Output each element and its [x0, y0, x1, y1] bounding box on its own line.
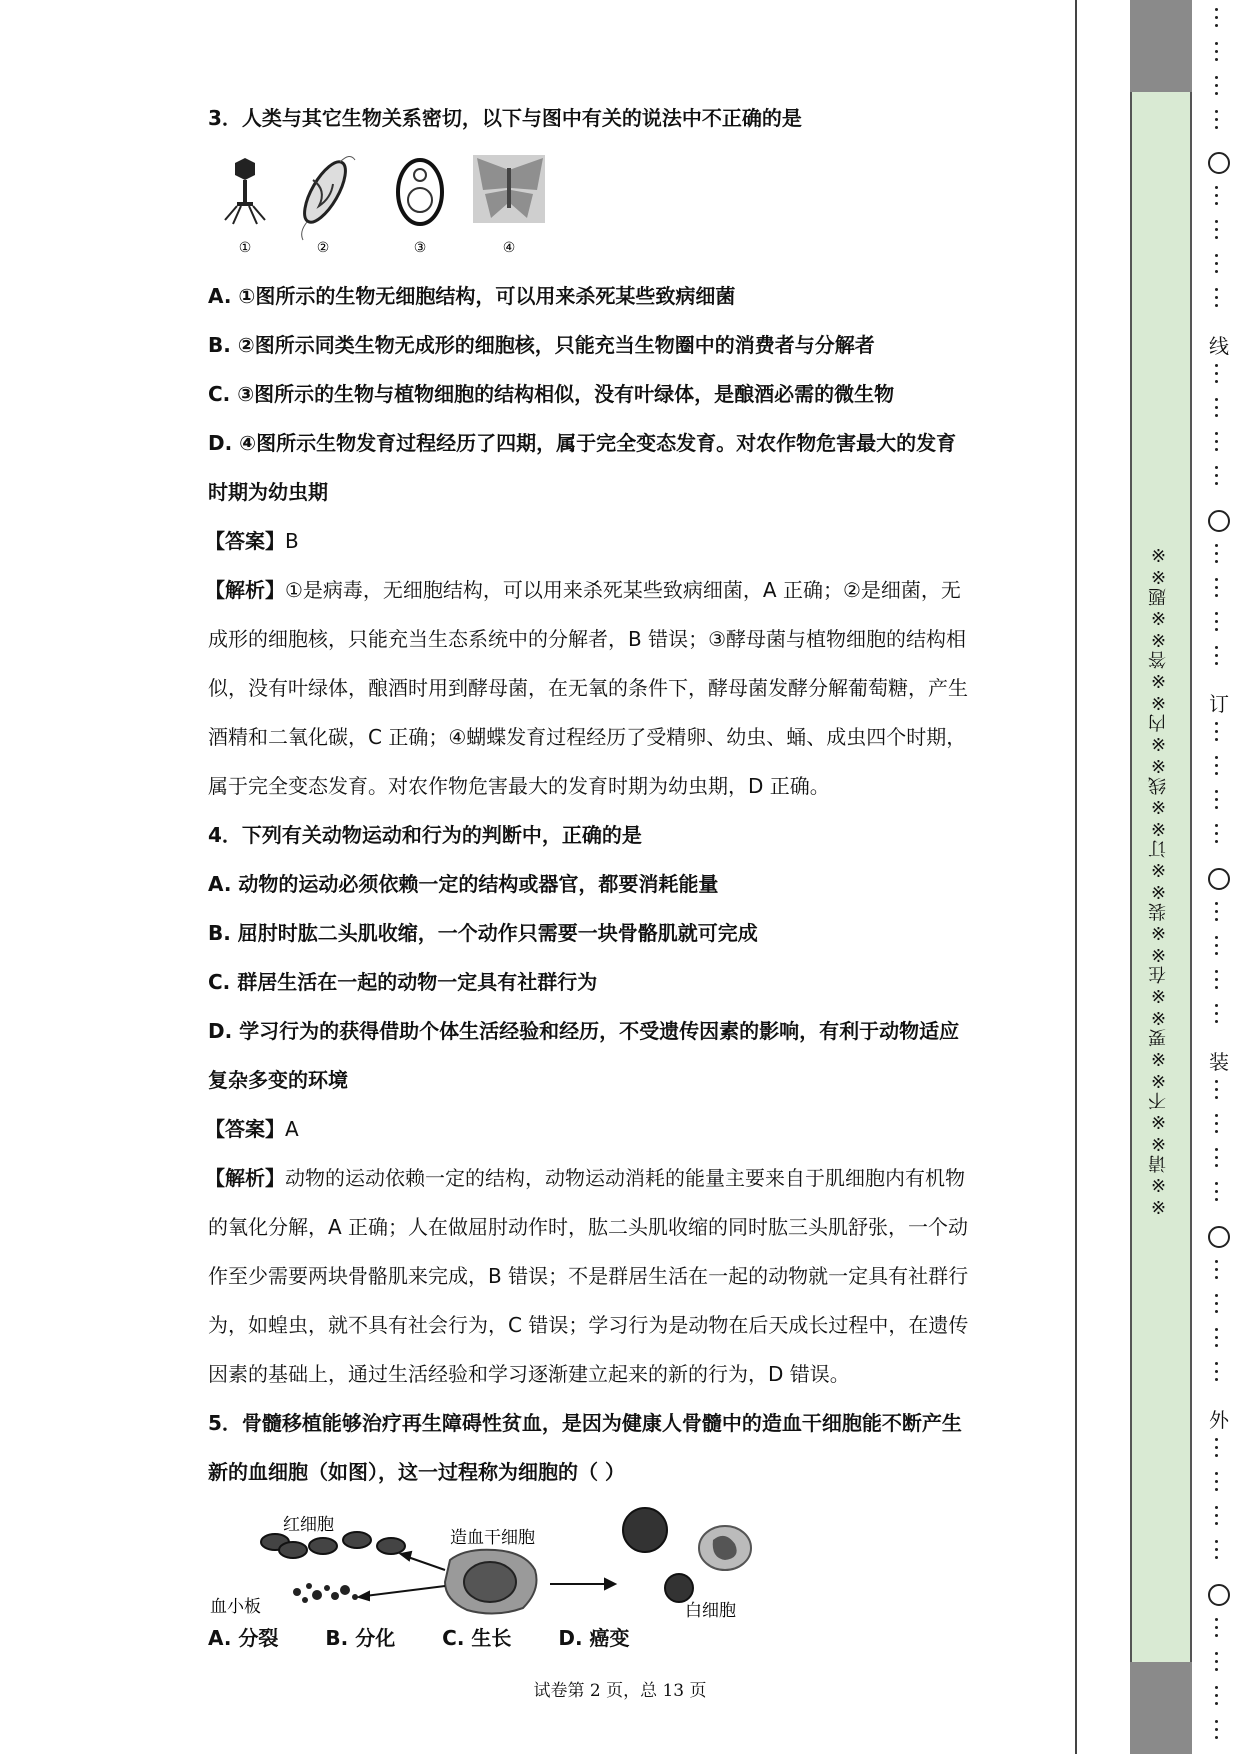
stem-cell-icon: [445, 1550, 537, 1614]
binding-dots: [1215, 466, 1219, 490]
white-blood-cells-icon: [623, 1508, 751, 1602]
q4-option-d-cont: 复杂多变的环境: [208, 1068, 348, 1092]
q5-title: 5．骨髓移植能够治疗再生障碍性贫血，是因为健康人骨髓中的造血干细胞能不断产生: [208, 1411, 962, 1435]
platelets-icon: [293, 1583, 358, 1603]
binding-dots: [1215, 902, 1219, 926]
q3-option-d-cont: 时期为幼虫期: [208, 480, 328, 504]
binding-dots: [1215, 824, 1219, 848]
binding-dots: [1215, 1686, 1219, 1710]
q5-figure: [205, 1500, 765, 1620]
binding-dots: [1215, 1472, 1219, 1496]
binding-dots: [1215, 578, 1219, 602]
q5-option-b: B. 分化: [325, 1626, 396, 1650]
yeast-cell-icon: [398, 160, 442, 224]
bacterium-icon: [297, 156, 355, 240]
binding-dots: [1215, 220, 1219, 244]
binding-dots: [1215, 1720, 1219, 1744]
q3-figure: [215, 150, 555, 260]
binding-dots: [1215, 1438, 1219, 1462]
binding-dots: [1215, 364, 1219, 388]
binding-dots: [1215, 1294, 1219, 1318]
q4-option-b: B. 屈肘时肱二头肌收缩，一个动作只需要一块骨骼肌就可完成: [208, 921, 758, 945]
binding-dots: [1215, 970, 1219, 994]
binding-dots: [1215, 1540, 1219, 1564]
binding-dots: [1215, 398, 1219, 422]
binding-dots: [1215, 1148, 1219, 1172]
binding-strip-top: [1130, 0, 1192, 92]
binding-dots: [1215, 722, 1219, 746]
binding-char-xian: 线: [1209, 334, 1229, 358]
binding-char-zhuang: 装: [1209, 1050, 1229, 1074]
binding-dots: [1215, 42, 1219, 66]
binding-dots: [1215, 544, 1219, 568]
binding-dots: [1215, 1260, 1219, 1284]
binding-notice: ※※请※※不※※要※※在※※装※※订※※线※※内※※答※※题※※: [1148, 543, 1169, 1217]
q3-analysis-line: 成形的细胞核，只能充当生态系统中的分解者，B 错误；③酵母菌与植物细胞的结构相: [208, 627, 967, 651]
q4-analysis-line: 作至少需要两块骨骼肌来完成，B 错误；不是群居生活在一起的动物就一定具有社群行: [208, 1264, 969, 1288]
q4-option-a: A. 动物的运动必须依赖一定的结构或器官，都要消耗能量: [208, 872, 719, 896]
binding-dots: [1215, 8, 1219, 32]
binding-char-ding: 订: [1209, 692, 1229, 716]
q5-options: [208, 1622, 670, 1651]
binding-circle: [1208, 152, 1230, 174]
butterfly-icon: [473, 155, 545, 223]
binding-char-wai: 外: [1209, 1408, 1229, 1432]
q4-analysis-line: 因素的基础上，通过生活经验和学习逐渐建立起来的新的行为，D 错误。: [208, 1362, 850, 1386]
q3-analysis-line: 似，没有叶绿体，酿酒时用到酵母菌，在无氧的条件下，酵母菌发酵分解葡萄糖，产生: [208, 676, 968, 700]
q3-option-a: A. ①图所示的生物无细胞结构，可以用来杀死某些致病细菌: [208, 284, 736, 308]
q4-option-d: D. 学习行为的获得借助个体生活经验和经历，不受遗传因素的影响，有利于动物适应: [208, 1019, 960, 1043]
binding-dots: [1215, 1080, 1219, 1104]
q4-answer: 【答案】A: [205, 1117, 299, 1141]
fig-label-4: ④: [502, 240, 516, 256]
binding-dots: [1215, 1652, 1219, 1676]
fig-label-1: ①: [238, 240, 252, 256]
binding-dots: [1215, 1328, 1219, 1352]
q3-option-c: C. ③图所示的生物与植物细胞的结构相似，没有叶绿体，是酿酒必需的微生物: [208, 382, 895, 406]
page-footer: 试卷第 2 页，总 13 页: [533, 1681, 707, 1701]
binding-dots: [1215, 1004, 1219, 1028]
q3-option-d: D. ④图所示生物发育过程经历了四期，属于完全变态发育。对农作物危害最大的发育: [208, 431, 957, 455]
q3-analysis-line: 酒精和二氧化碳，C 正确；④蝴蝶发育过程经历了受精卵、幼虫、蛹、成虫四个时期，: [208, 725, 967, 749]
q4-title: 4．下列有关动物运动和行为的判断中，正确的是: [208, 823, 642, 847]
label-white-blood-cell: 白细胞: [685, 1601, 736, 1620]
binding-circle: [1208, 1584, 1230, 1606]
binding-dots: [1215, 1182, 1219, 1206]
label-red-blood-cell: 红细胞: [283, 1515, 334, 1535]
q5-title-cont: 新的血细胞（如图），这一过程称为细胞的（ ）: [208, 1460, 625, 1484]
binding-circle: [1208, 1226, 1230, 1248]
q4-analysis-line: 为，如蝗虫，就不具有社会行为，C 错误；学习行为是动物在后天成长过程中，在遗传: [208, 1313, 969, 1337]
binding-dots: [1215, 432, 1219, 456]
binding-dots: [1215, 76, 1219, 100]
binding-dots: [1215, 936, 1219, 960]
q3-analysis-line: 【解析】①是病毒，无细胞结构，可以用来杀死某些致病细菌，A 正确；②是细菌，无: [205, 578, 961, 602]
binding-dots: [1215, 288, 1219, 312]
binding-strip-bottom: [1130, 1662, 1192, 1754]
q5-option-a: A. 分裂: [208, 1626, 279, 1650]
q3-title: 3．人类与其它生物关系密切，以下与图中有关的说法中不正确的是: [208, 106, 802, 130]
fig-label-2: ②: [316, 240, 330, 256]
label-stem-cell: 造血干细胞: [450, 1528, 535, 1548]
margin-line: [1075, 0, 1077, 1754]
red-blood-cells-icon: [261, 1532, 405, 1558]
bacteriophage-icon: [225, 158, 265, 224]
binding-dots: [1215, 110, 1219, 134]
q3-analysis-line: 属于完全变态发育。对农作物危害最大的发育时期为幼虫期，D 正确。: [208, 774, 830, 798]
binding-circle: [1208, 868, 1230, 890]
binding-dots: [1215, 756, 1219, 780]
label-platelet: 血小板: [210, 1597, 261, 1617]
q4-analysis-line: 的氧化分解，A 正确；人在做屈肘动作时，肱二头肌收缩的同时肱三头肌舒张，一个动: [208, 1215, 969, 1239]
binding-dots: [1215, 186, 1219, 210]
binding-dots: [1215, 254, 1219, 278]
q3-option-b: B. ②图所示同类生物无成形的细胞核，只能充当生物圈中的消费者与分解者: [208, 333, 875, 357]
binding-dots: [1215, 1506, 1219, 1530]
binding-dots: [1215, 646, 1219, 670]
fig-label-3: ③: [413, 240, 427, 256]
q3-answer: 【答案】B: [205, 529, 299, 553]
q4-analysis-line: 【解析】动物的运动依赖一定的结构，动物运动消耗的能量主要来自于肌细胞内有机物: [205, 1166, 965, 1190]
binding-dots: [1215, 1618, 1219, 1642]
q5-option-c: C. 生长: [442, 1626, 512, 1650]
binding-dots: [1215, 612, 1219, 636]
binding-dots: [1215, 790, 1219, 814]
q5-option-d: D. 癌变: [558, 1626, 630, 1650]
binding-dots: [1215, 1114, 1219, 1138]
binding-circle: [1208, 510, 1230, 532]
q4-option-c: C. 群居生活在一起的动物一定具有社群行为: [208, 970, 598, 994]
binding-dots: [1215, 1362, 1219, 1386]
